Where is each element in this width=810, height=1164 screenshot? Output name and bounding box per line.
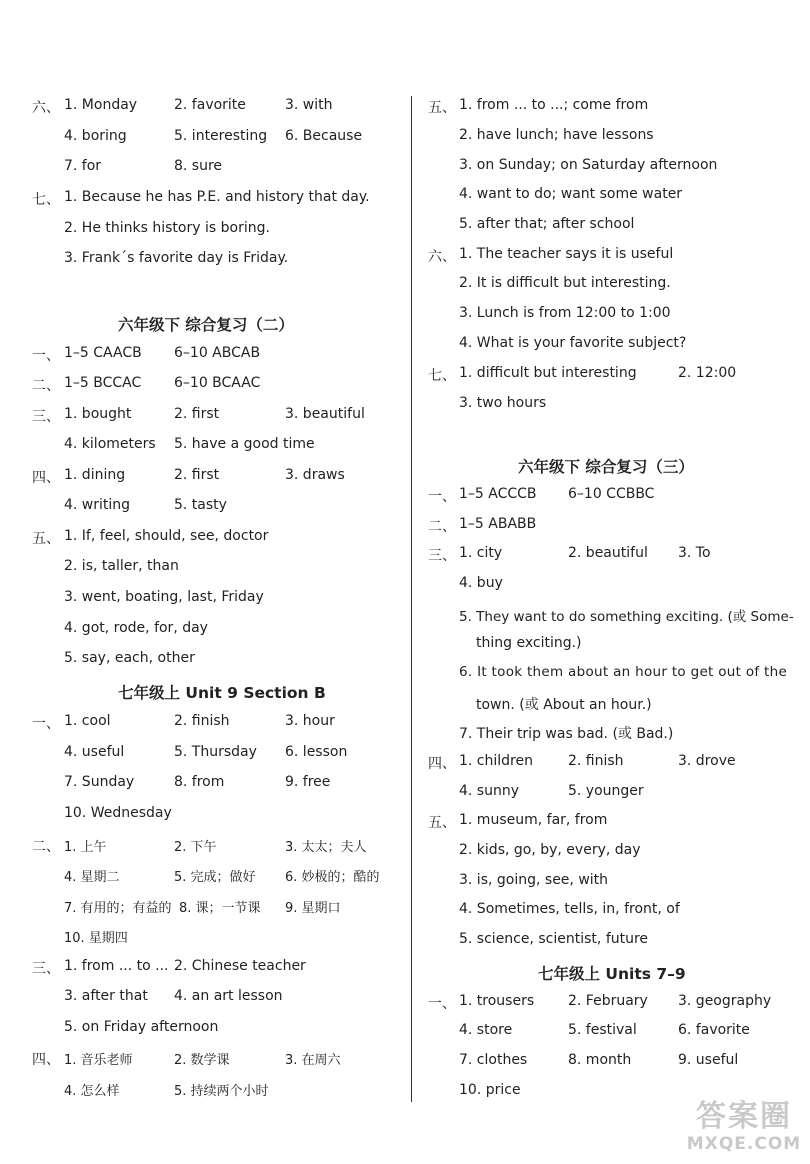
- answer-line: 3. is, going, see, with: [459, 872, 609, 888]
- answer-line: 4. want to do; want some water: [459, 186, 683, 202]
- section-label: 三、: [32, 961, 60, 977]
- section-label: 三、: [428, 548, 456, 564]
- section-label: 三、: [32, 409, 60, 425]
- answer-line: 6. It took them about an hour to get out of the: [459, 664, 788, 680]
- section-label: 四、: [32, 470, 60, 486]
- answer-line: 2. kids, go, by, every, day: [459, 842, 641, 858]
- section-title: 六年级下 综合复习（三）: [518, 458, 694, 476]
- answer-line: 10. 星期四: [64, 931, 128, 946]
- watermark-url: MXQE.COM: [686, 1134, 802, 1154]
- answer-line: 7. Their trip was bad. (或 Bad.): [459, 726, 674, 742]
- answer-line: 10. Wednesday: [64, 805, 172, 821]
- answer-line: 5. science, scientist, future: [459, 931, 649, 947]
- answer-line: 4. What is your favorite subject?: [459, 335, 687, 351]
- answer-line: 3. Lunch is from 12:00 to 1:00: [459, 305, 671, 321]
- answer-line: 4. got, rode, for, day: [64, 620, 208, 636]
- answer-line: 5. on Friday afternoon: [64, 1019, 219, 1035]
- section-label: 二、: [32, 839, 60, 855]
- answer-line: 1. museum, far, from: [459, 812, 608, 828]
- section-title: 七年级上 Units 7–9: [538, 965, 686, 983]
- section-label: 六、: [428, 249, 456, 265]
- answer-line: 10. price: [459, 1082, 521, 1098]
- answer-line: 1. The teacher says it is useful: [459, 246, 674, 262]
- section-label: 五、: [32, 531, 60, 547]
- section-title: 六年级下 综合复习（二）: [118, 316, 294, 334]
- answer-line: 3. went, boating, last, Friday: [64, 589, 264, 605]
- answer-line: 2. He thinks history is boring.: [64, 220, 270, 236]
- section-label: 一、: [32, 348, 60, 364]
- answer-line: 5. They want to do something exciting. (或 Some-: [459, 609, 794, 625]
- answer-line: 3. two hours: [459, 395, 547, 411]
- answer-line: 2. have lunch; have lessons: [459, 127, 654, 143]
- section-label: 七、: [32, 192, 60, 208]
- answer-line: 5. say, each, other: [64, 650, 195, 666]
- watermark-title: 答案圈: [696, 1099, 792, 1134]
- answer-line: 4. Sometimes, tells, in, front, of: [459, 901, 680, 917]
- answer-line: 3. Frank´s favorite day is Friday.: [64, 250, 289, 266]
- answer-line: 1. Because he has P.E. and history that day.: [64, 189, 370, 205]
- section-label: 一、: [32, 716, 60, 732]
- answer-line: 1. If, feel, should, see, doctor: [64, 528, 269, 544]
- section-label: 四、: [428, 756, 456, 772]
- answer-line: 2. is, taller, than: [64, 558, 179, 574]
- section-label: 五、: [428, 815, 456, 831]
- watermark-logo: [684, 1099, 804, 1160]
- section-label: 一、: [428, 996, 456, 1012]
- answer-line: 1–5 ABABB: [459, 516, 537, 532]
- section-label: 二、: [428, 519, 456, 535]
- section-label: 二、: [32, 378, 60, 394]
- answer-line: 1. from ... to ...; come from: [459, 97, 649, 113]
- column-divider: [411, 96, 412, 1102]
- section-label: 四、: [32, 1052, 60, 1068]
- answer-line: 2. It is difficult but interesting.: [459, 275, 671, 291]
- section-title: 七年级上 Unit 9 Section B: [118, 684, 326, 702]
- section-label: 六、: [32, 100, 60, 116]
- answer-line: 5. after that; after school: [459, 216, 635, 232]
- answer-line: 3. on Sunday; on Saturday afternoon: [459, 157, 718, 173]
- answer-line: thing exciting.): [476, 635, 582, 651]
- answer-line: town. (或 About an hour.): [476, 697, 652, 713]
- section-label: 五、: [428, 100, 456, 116]
- answer-line: 4. buy: [459, 575, 503, 591]
- section-label: 七、: [428, 368, 456, 384]
- section-label: 一、: [428, 489, 456, 505]
